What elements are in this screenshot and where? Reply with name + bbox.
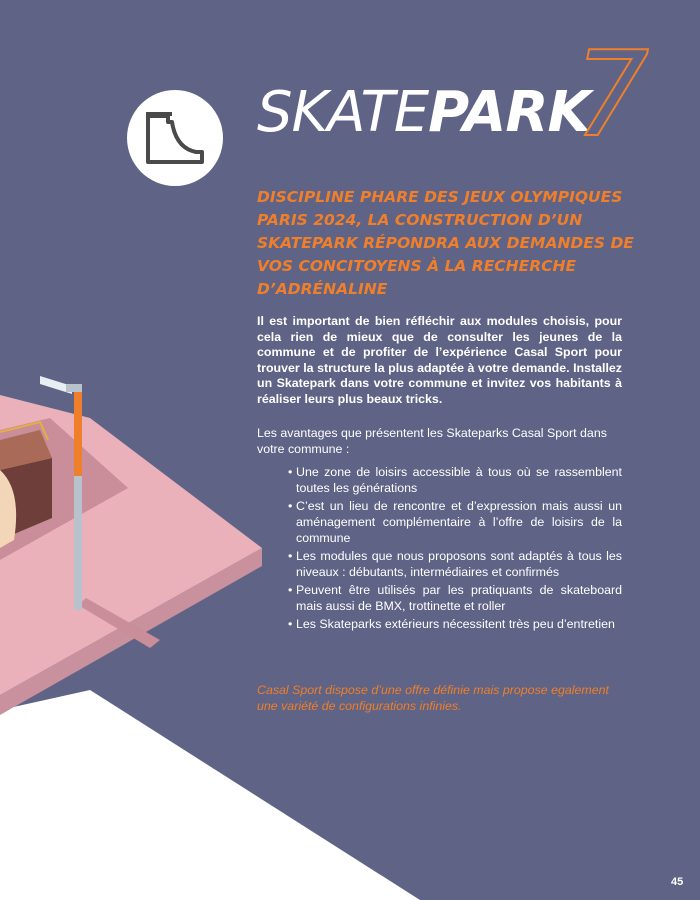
white-corner-shape — [0, 690, 420, 900]
title-bold: PARK — [428, 80, 590, 145]
advantages-list — [288, 464, 622, 634]
title-light: SKATE — [257, 80, 429, 145]
page-title — [257, 78, 590, 148]
chapter-number: 7 — [574, 25, 650, 163]
page-number: 45 — [671, 876, 684, 888]
list-item: • Les Skateparks extérieurs nécessitent très peu d’entretien — [288, 616, 622, 632]
subtitle: DISCIPLINE PHARE DES JEUX OLYMPIQUES PARIS 2024, LA CONSTRUCTION D’UN SKATEPARK RÉPONDRA AUX DEMANDES DE VOS CONCITOYENS À LA RECHERCHE D’ADRÉNALINE — [257, 188, 634, 298]
closing-note: Casal Sport dispose d’une offre définie mais propose egalement une variété de configurations infinies. — [257, 683, 609, 713]
lamp-post-accent — [74, 392, 82, 476]
list-item: • Une zone de loisirs accessible à tous où se rassemblent toutes les générations — [288, 464, 622, 496]
advantages-lead: Les avantages que présentent les Skateparks Casal Sport dans votre commune : — [257, 426, 607, 456]
list-item: • Peuvent être utilisés par les pratiquants de skateboard mais aussi de BMX, trottinette et roller — [288, 582, 622, 614]
list-item: • Les modules que nous proposons sont adaptés à tous les niveaux : débutants, intermédiaires et confirmés — [288, 548, 622, 580]
intro-paragraph: Il est important de bien réfléchir aux modules choisis, pour cela rien de mieux que de consulter les jeunes de la commune et de profiter de l’expérience Casal Sport pour trouver la structure la plus adaptée à votre demande. Installez un Skatepark dans votre commune et invitez vos habitants à réaliser leurs plus beaux tricks. — [257, 314, 622, 406]
skate-ramp-icon — [142, 108, 208, 168]
skate-ramp-icon-circle — [127, 90, 223, 186]
list-item: • C’est un lieu de rencontre et d’expression mais aussi un aménagement complémentaire à l’offre de loisirs de la commune — [288, 498, 622, 546]
